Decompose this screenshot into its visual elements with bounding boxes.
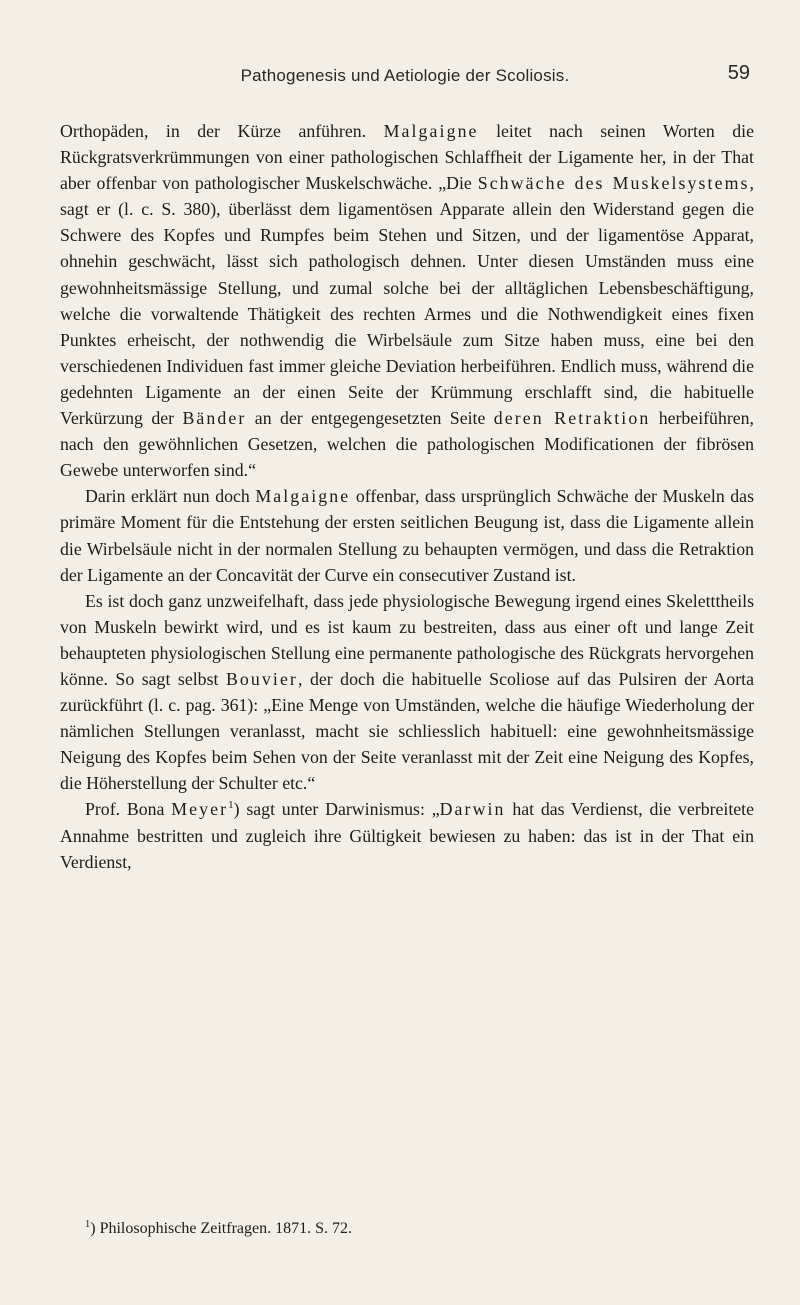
- footnote-text: ) Philosophische Zeitfragen. 1871. S. 72.: [90, 1220, 352, 1237]
- paragraph-3: [60, 588, 754, 797]
- text-run: Es ist doch ganz unzweifelhaft, dass jede physiologische Bewegung irgend eines Skeletttheils von Muskeln bewirkt wird, und es ist kaum zu bestreiten, dass aus einer oft und lange Zeit behaupteten physiologischen Stellung eine permanente pathologische des Rückgrats hervorgehen könne. So sagt selbst: [60, 590, 754, 689]
- emphasis-text: Bänder: [182, 408, 247, 429]
- page-number: 59: [727, 62, 750, 84]
- text-run: leitet nach seinen Worten die Rückgratsverkrümmungen von einer pathologischen Schlaffheit der Ligamente her, in der That aber offenbar von pathologischer Muskelschwäche. „Die: [60, 121, 754, 194]
- text-run: Darin erklärt nun doch: [85, 486, 256, 507]
- author-name-meyer: Meyer: [171, 799, 229, 820]
- text-run: offenbar, dass ursprünglich Schwäche der Muskeln das primäre Moment für die Entstehung der ersten seitlichen Beugung ist, dass die Ligamente allein die Wirbelsäule nicht in der normalen Stellung zu behaupten vermögen, und dass die Retraktion der Ligamente an der Concavität der Curve ein consecutiver Zustand ist.: [60, 486, 754, 585]
- paragraph-2: [60, 483, 754, 587]
- text-run: , der doch die habituelle Scoliose auf das Pulsiren der Aorta zurückführt (l. c. pag. 361): „Eine Menge von Umständen, welche die häufige Wiederholung der nämlichen Stellungen veranlasst, macht sie schliesslich habituell: eine gewohnheitsmässige Neigung des Kopfes beim Sehen von der Seite veranlasst mit der Zeit eine Neigung des Kopfes, die Höherstellung der Schulter etc.“: [60, 668, 755, 794]
- author-name-bouvier: Bouvier: [225, 668, 298, 689]
- running-header: [60, 62, 750, 92]
- footnote: [85, 1218, 745, 1240]
- emphasis-text: Schwäche des Muskelsystems: [477, 173, 750, 194]
- paragraph-1: [60, 118, 754, 483]
- text-run: ) sagt unter Darwinismus: „: [233, 799, 440, 820]
- paragraph-4: [60, 796, 754, 874]
- text-run: Prof. Bona: [85, 799, 172, 820]
- author-name-malgaigne: Malgaigne: [383, 121, 479, 141]
- footnote-mark: 1: [85, 1219, 91, 1230]
- text-run: herbeiführen, nach den gewöhnlichen Gesetzen, welchen die pathologischen Modificationen der fibrösen Gewebe unterworfen sind.“: [60, 408, 754, 481]
- footnote-reference: 1: [228, 799, 234, 812]
- author-name-malgaigne: Malgaigne: [255, 486, 351, 507]
- author-name-darwin: Darwin: [439, 799, 506, 820]
- text-run: , sagt er (l. c. S. 380), überlässt dem ligamentösen Apparate allein den Widerstand gegen die Schwere des Kopfes und Rumpfes beim Stehen und Sitzen, und der ligamentöse Apparat, ohnehin geschwächt, lässt sich pathologisch dehnen. Unter diesen Umständen muss eine gewohnheitsmässige Stellung, und zumal solche bei der alltäglichen Lebensbeschäftigung, welche die vorwaltende Thätigkeit des rechten Armes und die Nothwendigkeit eines fixen Punktes erheischt, der nothwendig die Wirbelsäule zum Sitze haben muss, eine bei den verschiedenen Individuen fast immer gleiche Deviation herbeiführen. Endlich muss, während die gedehnten Ligamente an der einen Seite der Krümmung erschlafft sind, die habituelle Verkürzung der: [60, 173, 754, 429]
- text-run: Orthopäden, in der Kürze anführen.: [60, 121, 384, 141]
- text-run: an der entgegengesetzten Seite: [246, 408, 494, 429]
- body-text: [60, 118, 754, 875]
- text-run: hat das Verdienst, die verbreitete Annahme bestritten und zugleich ihre Gültigkeit bewiesen zu haben: das ist in der That ein Verdienst,: [60, 799, 754, 872]
- running-title: Pathogenesis und Aetiologie der Scoliosis.: [240, 66, 570, 85]
- emphasis-text: deren Retraktion: [493, 408, 651, 429]
